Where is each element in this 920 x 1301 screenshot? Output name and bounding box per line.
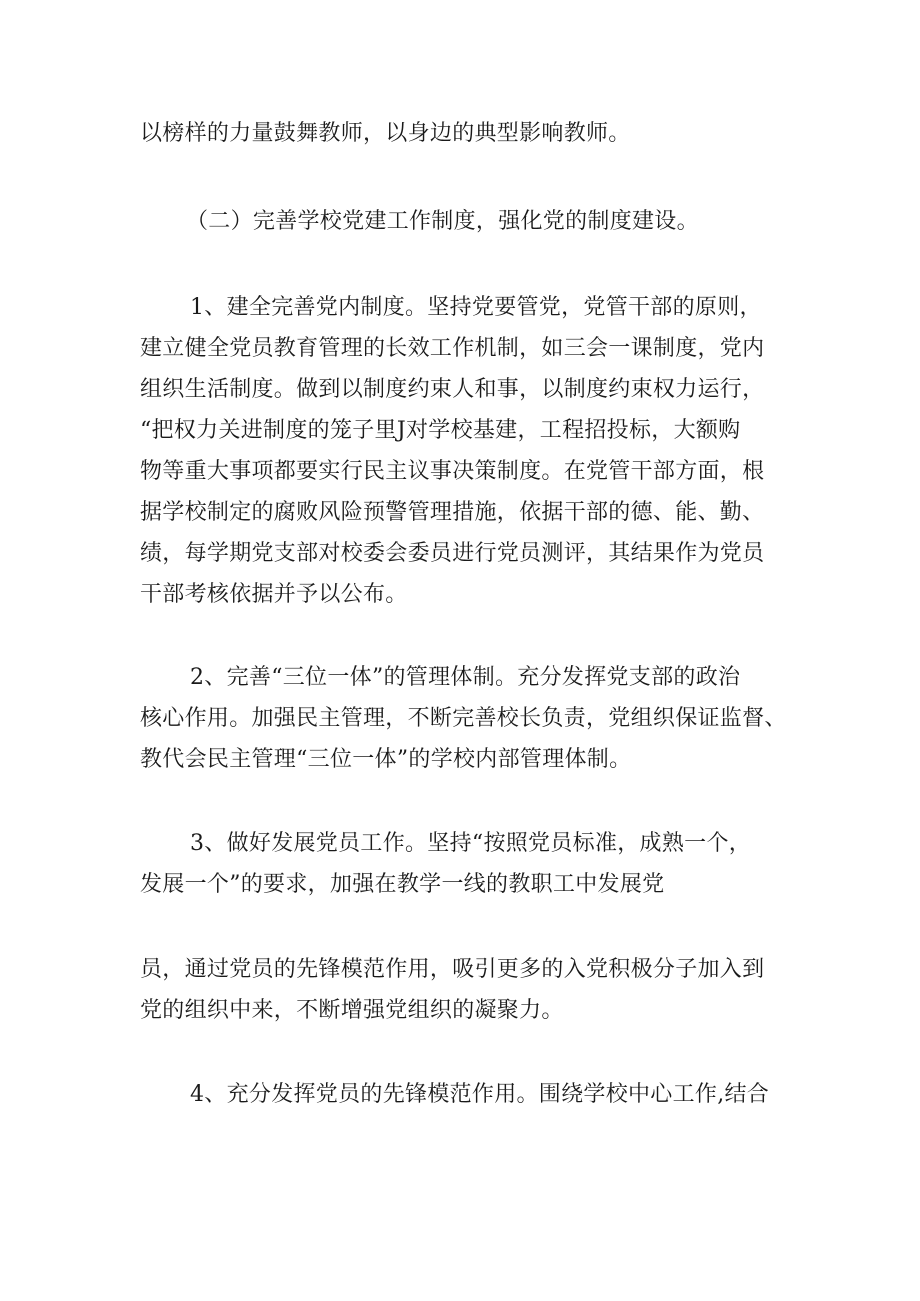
paragraph-line: 发展一个”的要求，加强在教学一线的教职工中发展党: [140, 872, 665, 897]
paragraph-line: 组织生活制度。做到以制度约束人和事，以制度约束权力运行，: [140, 377, 765, 402]
paragraph-line: 核心作用。加强民主管理，不断完善校长负责，党组织保证监督、: [140, 706, 787, 731]
paragraph-line: “把权力关进制度的笼子里J对学校基建，工程招投标，大额购: [140, 418, 741, 443]
paragraph-line: 4、充分发挥党员的先锋模范作用。围绕学校中心工作,结合: [190, 1082, 770, 1107]
paragraph-line: 绩，每学期党支部对校委会委员进行党员测评，其结果作为党员: [140, 541, 765, 566]
paragraph-line: 3、做好发展党员工作。坚持“按照党员标准，成熟一个，: [190, 831, 752, 856]
paragraph-line: 员，通过党员的先锋模范作用，吸引更多的入党积极分子加入到: [140, 957, 765, 982]
paragraph-line: 建立健全党员教育管理的长效工作机制，如三会一课制度，党内: [140, 336, 765, 361]
paragraph-line: 教代会民主管理“三位一体”的学校内部管理体制。: [140, 747, 632, 772]
paragraph-line: 1、建全完善党内制度。坚持党要管党，党管干部的原则，: [190, 295, 762, 320]
section-heading: （二）完善学校党建工作制度，强化党的制度建设。: [186, 209, 699, 234]
paragraph-line: 党的组织中来，不断增强党组织的凝聚力。: [140, 998, 564, 1023]
paragraph-line: 物等重大事项都要实行民主议事决策制度。在党管干部方面，根: [140, 459, 765, 484]
paragraph-line: 2、完善“三位一体”的管理体制。充分发挥党支部的政治: [190, 665, 741, 690]
paragraph-line: 以榜样的力量鼓舞教师，以身边的典型影响教师。: [140, 121, 631, 146]
paragraph-line: 据学校制定的腐败风险预警管理措施，依据干部的德、能、勤、: [140, 500, 765, 525]
paragraph-line: 干部考核依据并予以公布。: [140, 582, 408, 607]
